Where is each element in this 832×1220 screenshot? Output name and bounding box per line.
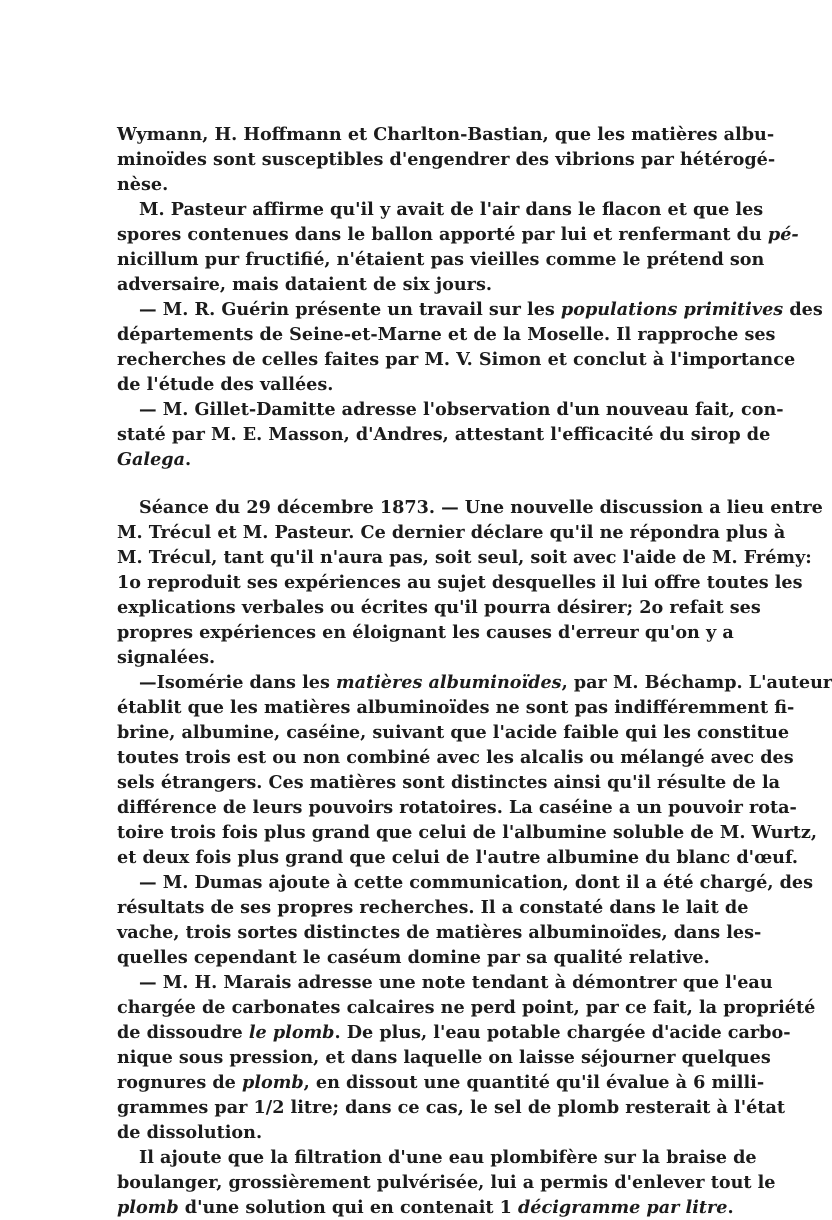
- text-run: — M. H. Marais adresse une note tendant à démontrer que l'eau: [139, 972, 773, 993]
- italic-text: pé-: [767, 224, 799, 245]
- italic-text: le plomb: [248, 1022, 335, 1043]
- italic-text: populations primitives: [560, 299, 784, 320]
- italic-text: plomb: [242, 1072, 304, 1093]
- text-run: Wymann, H. Hoffmann et Charlton-Bastian, que les matières albu-: [117, 124, 775, 145]
- text-line: [117, 1195, 734, 1220]
- text-line: [117, 247, 765, 272]
- text-line: [117, 447, 687, 472]
- paragraph-gap: [117, 472, 687, 495]
- text-run: spores contenues dans le ballon apporté par lui et renfermant du: [117, 224, 768, 245]
- text-run: de dissoudre: [117, 1022, 249, 1043]
- text-line: [117, 845, 799, 870]
- text-line: [117, 1070, 765, 1095]
- text-run: , en dissout une quantité qu'il évalue à 6 milli-: [303, 1072, 765, 1093]
- text-line: [117, 495, 823, 520]
- text-line: [117, 172, 687, 197]
- text-run: chargée de carbonates calcaires ne perd point, par ce fait, la propriété: [117, 997, 816, 1018]
- text-line: [117, 670, 832, 695]
- text-line: [117, 147, 776, 172]
- text-line: [117, 895, 749, 920]
- text-run: différence de leurs pouvoirs rotatoires. La caséine a un pouvoir rota-: [117, 797, 797, 818]
- text-line: [117, 397, 784, 422]
- text-line: [117, 645, 687, 670]
- text-line: [117, 1145, 757, 1170]
- text-line: [117, 520, 786, 545]
- text-run: M. Trécul et M. Pasteur. Ce dernier déclare qu'il ne répondra plus à: [117, 522, 786, 543]
- text-run: de l'étude des vallées.: [117, 374, 334, 395]
- text-line: [117, 122, 775, 147]
- text-line: [117, 197, 764, 222]
- text-run: .: [185, 449, 192, 470]
- text-run: signalées.: [117, 647, 216, 668]
- text-run: propres expériences en éloignant les causes d'erreur qu'on y a: [117, 622, 734, 643]
- text-line: [117, 1095, 785, 1120]
- italic-text: plomb: [117, 1197, 179, 1218]
- text-run: toutes trois est ou non combiné avec les alcalis ou mélangé avec des: [117, 747, 794, 768]
- text-line: [117, 720, 790, 745]
- text-run: et deux fois plus grand que celui de l'autre albumine du blanc d'œuf.: [117, 847, 799, 868]
- italic-text: décigramme par litre: [518, 1197, 728, 1218]
- text-line: [117, 995, 816, 1020]
- text-line: [117, 945, 710, 970]
- text-run: 1o reproduit ses expériences au sujet desquelles il lui offre toutes les: [117, 572, 803, 593]
- italic-text: Galega: [117, 449, 186, 470]
- text-run: —Isomérie dans les: [139, 672, 336, 693]
- text-run: nèse.: [117, 174, 169, 195]
- text-run: boulanger, grossièrement pulvérisée, lui a permis d'enlever tout le: [117, 1172, 776, 1193]
- text-run: d'une solution qui en contenait 1: [178, 1197, 518, 1218]
- text-run: départements de Seine-et-Marne et de la Moselle. Il rapproche ses: [117, 324, 776, 345]
- text-line: [117, 920, 762, 945]
- text-line: [117, 372, 687, 397]
- text-line: [117, 1170, 776, 1195]
- text-run: Séance du 29 décembre 1873. — Une nouvelle discussion a lieu entre: [139, 497, 823, 518]
- text-run: minoïdes sont susceptibles d'engendrer des vibrions par hétérogé-: [117, 149, 776, 170]
- text-run: staté par M. E. Masson, d'Andres, attestant l'efficacité du sirop de: [117, 424, 771, 445]
- text-line: [117, 322, 776, 347]
- page-body: [117, 122, 832, 1220]
- text-run: résultats de ses propres recherches. Il a constaté dans le lait de: [117, 897, 749, 918]
- text-line: [117, 297, 823, 322]
- text-run: — M. Dumas ajoute à cette communication, dont il a été chargé, des: [139, 872, 813, 893]
- text-line: [117, 595, 761, 620]
- text-run: — M. R. Guérin présente un travail sur les: [139, 299, 561, 320]
- text-run: rognures de: [117, 1072, 243, 1093]
- text-run: toire trois fois plus grand que celui de l'albumine soluble de M. Wurtz,: [117, 822, 817, 843]
- text-line: [117, 570, 803, 595]
- text-line: [117, 1020, 791, 1045]
- text-line: [117, 347, 796, 372]
- italic-text: matières albuminoïdes: [335, 672, 562, 693]
- page-header: [117, 92, 687, 122]
- text-run: . De plus, l'eau potable chargée d'acide carbo-: [334, 1022, 791, 1043]
- text-run: des: [783, 299, 823, 320]
- text-run: établit que les matières albuminoïdes ne sont pas indifféremment fi-: [117, 697, 795, 718]
- text-run: brine, albumine, caséine, suivant que l'acide faible qui les constitue: [117, 722, 790, 743]
- text-run: M. Trécul, tant qu'il n'aura pas, soit seul, soit avec l'aide de M. Frémy:: [117, 547, 812, 568]
- text-line: [117, 820, 817, 845]
- text-run: sels étrangers. Ces matières sont distinctes ainsi qu'il résulte de la: [117, 772, 781, 793]
- text-line: [117, 620, 734, 645]
- text-run: grammes par 1/2 litre; dans ce cas, le sel de plomb resterait à l'état: [117, 1097, 785, 1118]
- text-line: [117, 1120, 687, 1145]
- text-line: [117, 795, 797, 820]
- text-run: quelles cependant le caséum domine par sa qualité relative.: [117, 947, 710, 968]
- text-line: [117, 870, 813, 895]
- text-run: explications verbales ou écrites qu'il pourra désirer; 2o refait ses: [117, 597, 761, 618]
- text-run: Il ajoute que la filtration d'une eau plombifère sur la braise de: [139, 1147, 757, 1168]
- text-run: nicillum pur fructifié, n'étaient pas vieilles comme le prétend son: [117, 249, 765, 270]
- text-line: [117, 422, 771, 447]
- text-run: de dissolution.: [117, 1122, 263, 1143]
- text-run: vache, trois sortes distinctes de matières albuminoïdes, dans les-: [117, 922, 762, 943]
- text-line: [117, 272, 687, 297]
- text-run: — M. Gillet-Damitte adresse l'observation d'un nouveau fait, con-: [139, 399, 784, 420]
- text-run: , par M. Béchamp. L'auteur: [561, 672, 832, 693]
- text-line: [117, 770, 781, 795]
- text-line: [117, 970, 773, 995]
- page: [117, 92, 832, 1220]
- text-run: M. Pasteur affirme qu'il y avait de l'air dans le flacon et que les: [139, 199, 764, 220]
- text-run: nique sous pression, et dans laquelle on laisse séjourner quelques: [117, 1047, 771, 1068]
- text-line: [117, 745, 794, 770]
- text-line: [117, 695, 795, 720]
- text-line: [117, 545, 812, 570]
- text-line: [117, 1045, 771, 1070]
- text-line: [117, 222, 799, 247]
- text-run: recherches de celles faites par M. V. Simon et conclut à l'importance: [117, 349, 796, 370]
- text-run: .: [727, 1197, 734, 1218]
- text-run: adversaire, mais dataient de six jours.: [117, 274, 492, 295]
